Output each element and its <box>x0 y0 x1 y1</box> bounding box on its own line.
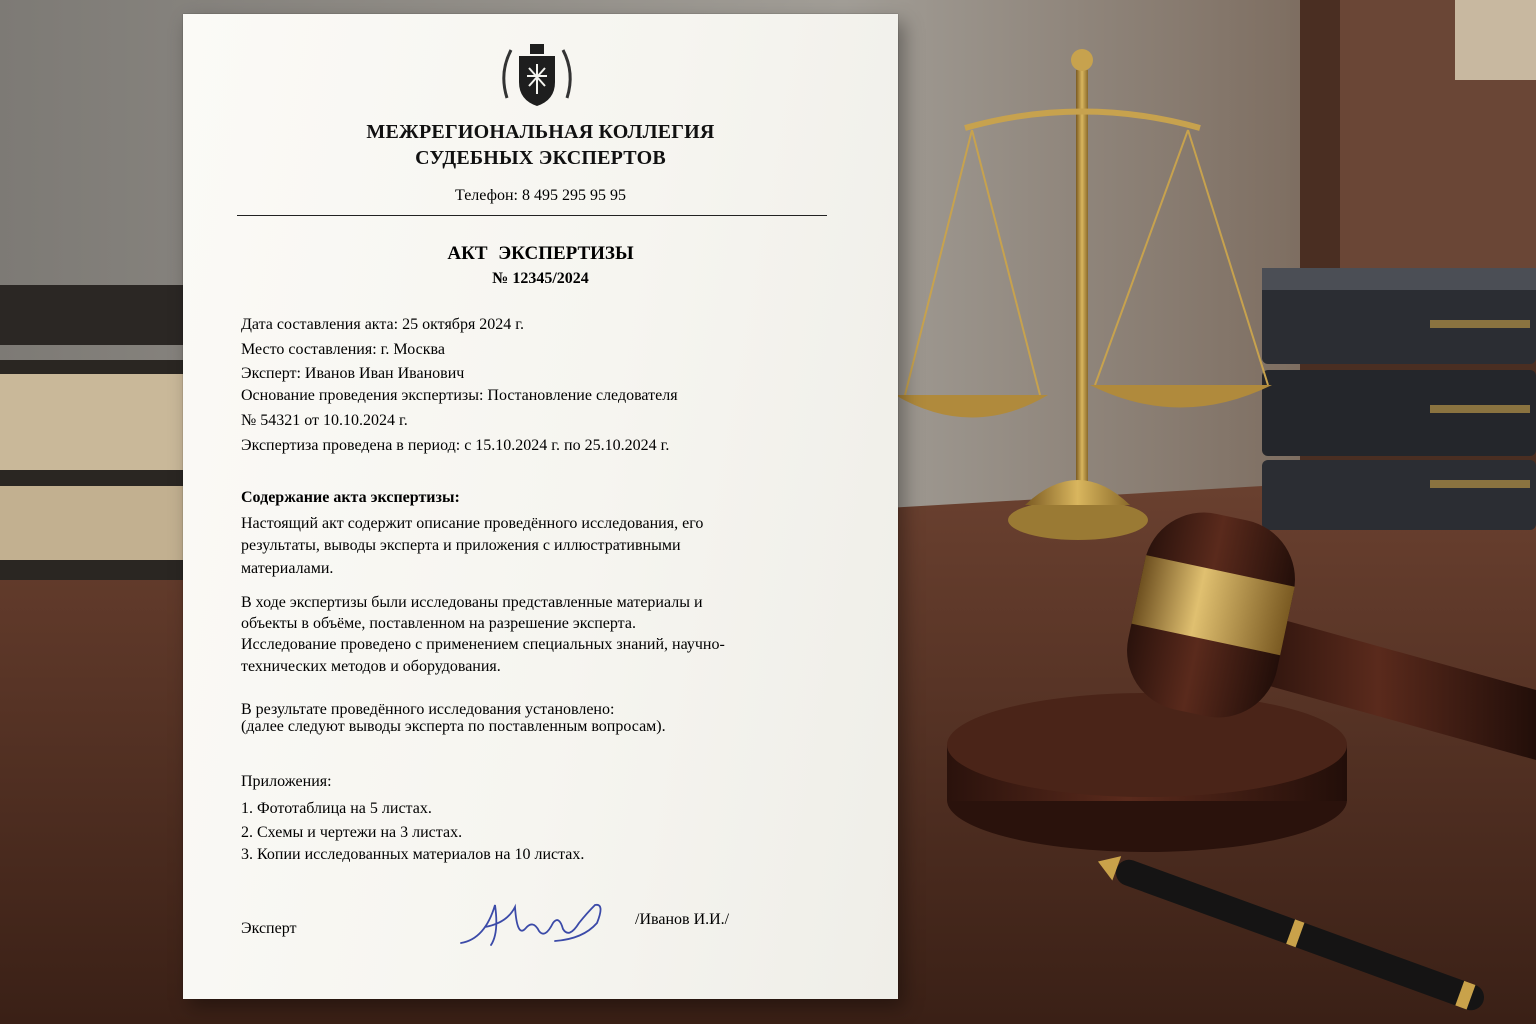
signature-name: /Иванов И.И./ <box>635 911 730 928</box>
right-books <box>1262 268 1536 530</box>
handwritten-signature <box>455 893 615 953</box>
field-date: Дата составления акта: 25 октября 2024 г. <box>241 316 525 333</box>
paragraph1-line: материалами. <box>241 560 334 577</box>
field-basis: Основание проведения экспертизы: Постановление следователя <box>241 387 678 404</box>
field-place: Место составления: г. Москва <box>241 341 445 358</box>
org-name-line1: МЕЖРЕГИОНАЛЬНАЯ КОЛЛЕГИЯ <box>366 121 715 143</box>
paragraph2-line: В ходе экспертизы были исследованы представленные материалы и <box>241 594 703 611</box>
content-heading: Содержание акта экспертизы: <box>241 489 460 506</box>
signature-label: Эксперт <box>241 920 297 937</box>
paragraph2-line: технических методов и оборудования. <box>241 658 501 675</box>
attachment-item: 3. Копии исследованных материалов на 10 листах. <box>241 846 585 863</box>
org-name-line2: СУДЕБНЫХ ЭКСПЕРТОВ <box>415 147 666 169</box>
attachment-item: 2. Схемы и чертежи на 3 листах. <box>241 824 463 841</box>
paragraph3-line: (далее следуют выводы эксперта по поставленным вопросам). <box>241 718 666 735</box>
paragraph2-line: Исследование проведено с применением специальных знаний, научно- <box>241 636 725 653</box>
paragraph2-line: объекты в объёме, поставленном на разрешение эксперта. <box>241 615 636 632</box>
document-title: АКТ ЭКСПЕРТИЗЫ <box>447 243 634 264</box>
paragraph1-line: Настоящий акт содержит описание проведённого исследования, его <box>241 515 704 532</box>
attachment-item: 1. Фототаблица на 5 листах. <box>241 800 432 817</box>
phone-number: Телефон: 8 495 295 95 95 <box>455 187 626 204</box>
document-number: № 12345/2024 <box>492 270 589 287</box>
crest-emblem-icon <box>497 38 577 110</box>
paragraph1-line: результаты, выводы эксперта и приложения с иллюстративными <box>241 537 681 554</box>
attachments-heading: Приложения: <box>241 773 332 790</box>
field-period: Экспертиза проведена в период: с 15.10.2024 г. по 25.10.2024 г. <box>241 437 670 454</box>
field-expert: Эксперт: Иванов Иван Иванович <box>241 365 465 382</box>
header-divider <box>237 215 827 216</box>
left-books <box>0 360 183 580</box>
paragraph3-line: В результате проведённого исследования установлено: <box>241 701 615 718</box>
field-basis-number: № 54321 от 10.10.2024 г. <box>241 412 408 429</box>
